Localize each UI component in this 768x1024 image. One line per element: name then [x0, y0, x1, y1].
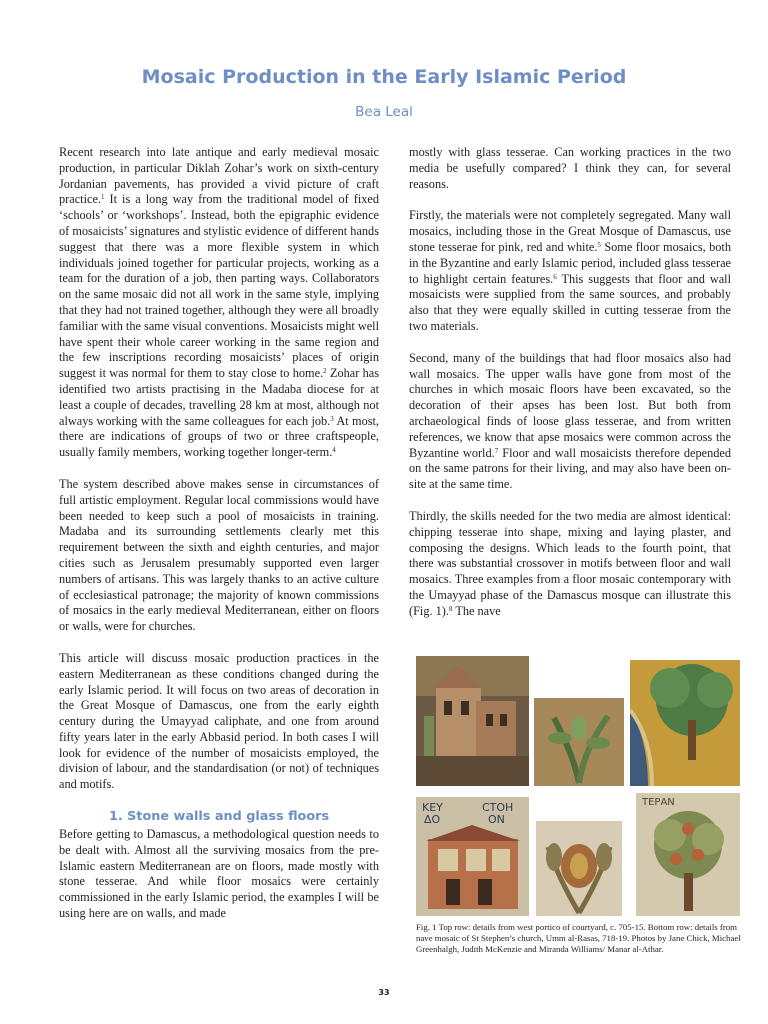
- right-column: [409, 145, 731, 636]
- mosaic-inscription: ΚΕΥ: [422, 801, 443, 814]
- section-heading: 1. Stone walls and glass floors: [108, 809, 330, 825]
- mosaic-photo-floor-tree: [636, 793, 740, 916]
- paragraph: Before getting to Damascus, a methodological question needs to be dealt with. Almost all the surviving mosaics from the pre-Islamic eastern Mediterranean are on floors, made mostly with stone tesserae. And while floor mosaics were certainly commissioned in the early Islamic period, the examples I will be using here are on walls, and made: [59, 827, 379, 921]
- paragraph: Recent research into late antique and early medieval mosaic production, in particular Diklah Zohar’s work on sixth-century Jordanian pavements, has provided a vivid picture of craft practice.$^1$ It is a long way from the traditional model of fixed ‘schools’ or ‘workshops’. Instead, both the epigraphic evidence of mosaicists’ signatures and stylistic evidence of different hands suggest that there was a more flexible system in which individuals joined together for particular projects, working as a team for the duration of a job, then parting ways. Collaborators on the same mosaic did not all work in the same style, implying that they had not trained together, although they were all broadly familiar with the same visual conventions. Mosaicists might well have spent their whole career working in the same region and the few inscriptions recording mosaicists’ places of origin suggest it was normal for them to stay close to home.$^2$ Zohar has identified two artists practising in the Madaba diocese for at least a couple of decades, travelling 28 km at most, although not always working with the same colleagues for each job.$^3$ At most, there are indications of groups of two or three craftspeople, usually family members, working together longer-term.$^4$: [59, 145, 380, 460]
- footnote-ref[interactable]: 7: [494, 446, 499, 455]
- mosaic-inscription: ON: [488, 813, 505, 826]
- mosaic-photo-architecture: [416, 656, 529, 786]
- mosaic-inscription: ΔΟ: [424, 813, 441, 826]
- left-column: [59, 145, 379, 938]
- footnote-ref[interactable]: 4: [332, 446, 336, 455]
- paragraph: The system described above makes sense in circumstances of full artistic employment. Regular local commissions would have been needed to keep such a pool of mosaicists in training. Madaba and its surrounding settlements clearly met this requirement between the sixth and eighth centuries, and major cities such as Jerusalem presumably supported even larger numbers of artisans. This was largely thanks to an active culture of ecclesiastical patronage; the majority of known commissions of mosaics in the early medieval Mediterranean, either on floors or walls, were for churches.: [59, 476, 379, 634]
- mosaic-photo-tree-arch: [630, 660, 740, 786]
- mosaic-photo-floor-plant: [536, 821, 622, 916]
- paragraph: This article will discuss mosaic production practices in the eastern Mediterranean as these conditions changed during the early Islamic period. It will focus on two areas of decoration in the Great Mosque of Damascus, one from the early eighth century during the Umayyad caliphate, and one from around fifty years later in the early Abbasid period. In both cases I will look for evidence of the number of mosaicists employed, the division of labour, and the standardisation (or not) of techniques and motifs.: [59, 650, 379, 792]
- figure-1: [414, 656, 740, 916]
- mosaic-inscription: СТОН: [482, 801, 514, 814]
- mosaic-photo-plant: [534, 698, 624, 786]
- paragraph: mostly with glass tesserae. Can working practices in the two media be usefully compared? I think they can, for several reasons.: [409, 145, 731, 191]
- author-name: Bea Leal: [355, 104, 413, 120]
- page-number: 33: [378, 988, 390, 997]
- footnote-ref[interactable]: 2: [323, 367, 327, 376]
- footnote-ref[interactable]: 1: [100, 193, 105, 202]
- footnote-ref[interactable]: 3: [330, 414, 334, 423]
- footnote-ref[interactable]: 8: [448, 604, 453, 613]
- footnote-ref[interactable]: 6: [553, 272, 557, 281]
- mosaic-inscription: ΤΕΡΑΝ: [642, 797, 675, 808]
- article-title: Mosaic Production in the Early Islamic Period: [141, 66, 627, 88]
- paragraph: Thirdly, the skills needed for the two media are almost identical: chipping tesserae into shape, mixing and laying plaster, and composing the designs. Which leads to the fourth point, that there was substantial crossover in motifs between floor and wall mosaics. Three examples from a floor mosaic contemporary with the Umayyad phase of the Damascus mosque can illustrate this (Fig. 1).$^8$ The nave: [409, 508, 731, 618]
- mosaic-photo-city: [416, 797, 529, 916]
- footnote-ref[interactable]: 5: [597, 240, 601, 249]
- paragraph: Firstly, the materials were not completely segregated. Many wall mosaics, including those in the Great Mosque of Damascus, use stone tesserae for pink, red and white.$^5$ Some floor mosaics, both in the Byzantine and early Islamic period, included glass tesserae to highlight certain features.$^6$ This suggests that floor and wall mosaicists were supplied from the same sources, and probably also that they were equally skilled in cutting tesserae from the two materials.: [409, 208, 731, 333]
- figure-caption: Fig. 1 Top row: details from west portico of courtyard, c. 705-15. Bottom row: details from nave mosaic of St Stephen’s church, Umm al-Rasas, 718-19. Photos by Jane Chick, Michael Greenhalgh, Judith McKenzie and Miranda Williams/ Manar al-Athar.: [416, 922, 741, 954]
- paragraph: Second, many of the buildings that had floor mosaics also had wall mosaics. The upper walls have gone from most of the churches in which mosaic floors have been excavated, so the decoration of their apses has been lost. But both from archaeological finds of loose glass tesserae, and from written references, we know that apse mosaics were common across the Byzantine world.$^7$ Floor and wall mosaicists therefore depended on the same patrons for their living, and may also have been on-site at the same time.: [409, 350, 731, 492]
